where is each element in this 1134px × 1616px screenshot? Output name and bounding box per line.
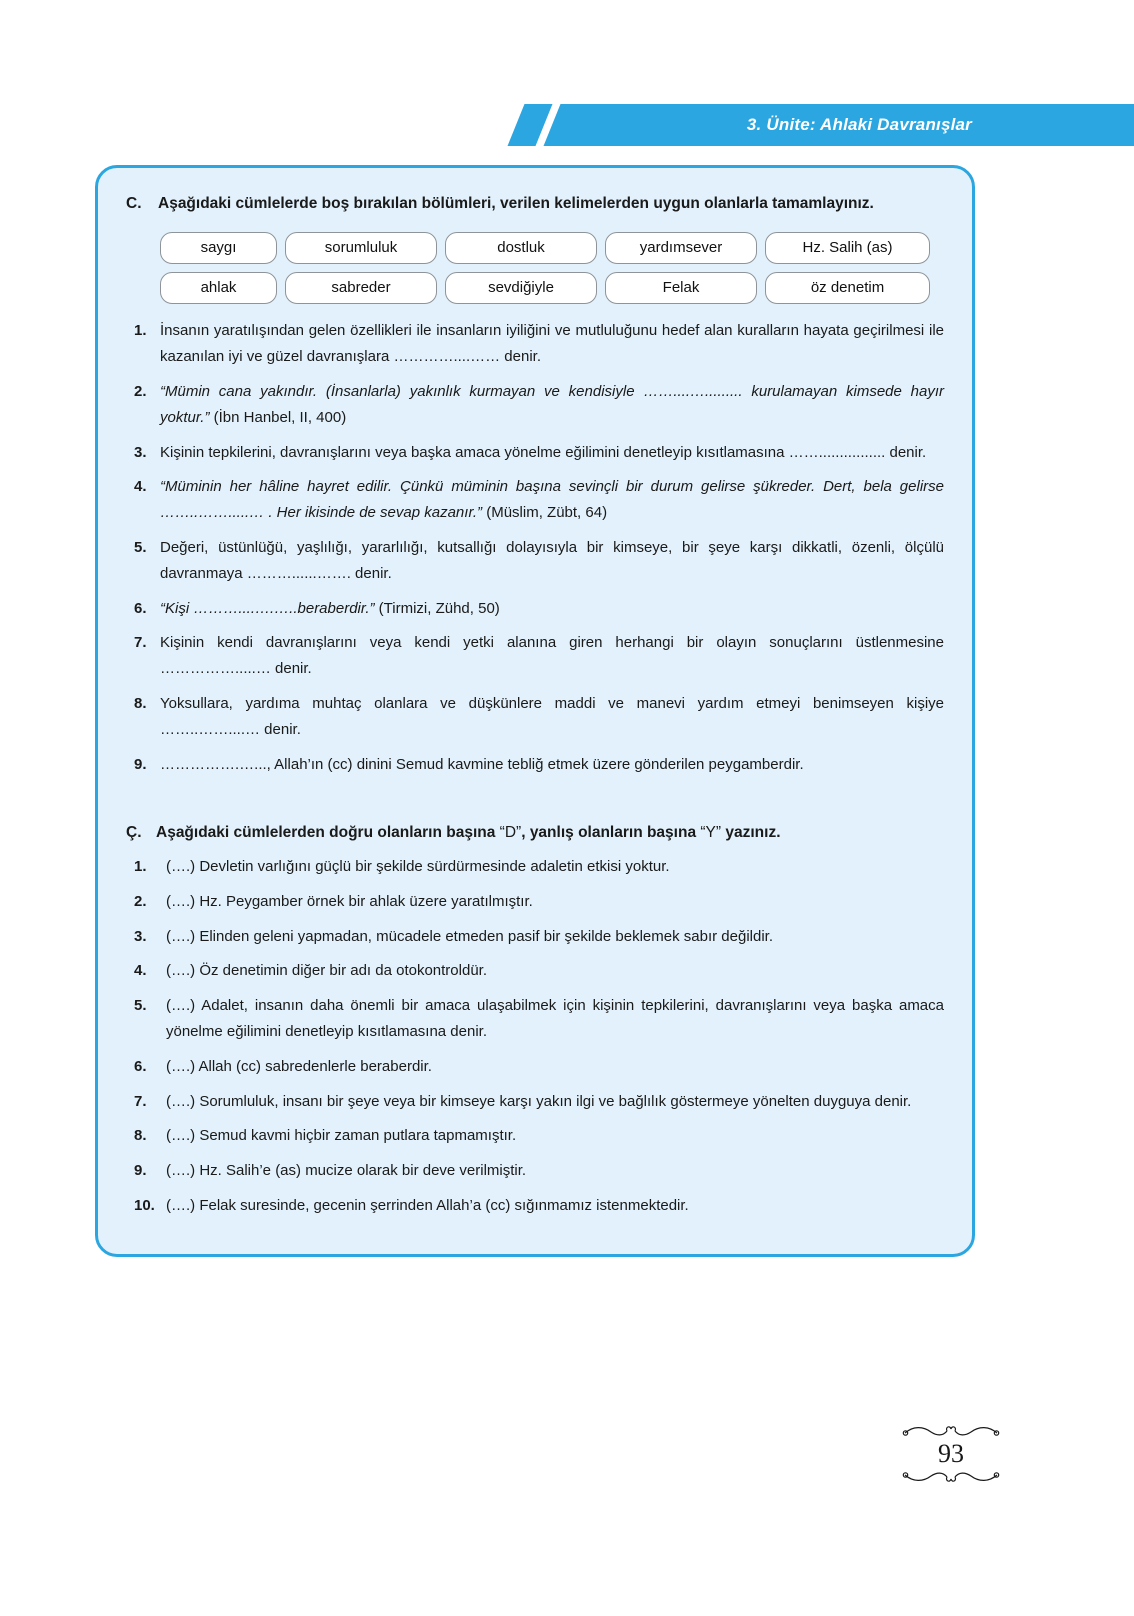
question-text: Kişinin tepkilerini, davranışlarını veya başka amaca yönelme eğilimini denetleyip kısıtlamasına ……................ denir. [160, 443, 927, 461]
question-text: İnsanın yaratılışından gelen özellikleri ile insanların iyiliğini ve mutluluğunu hedef alan kuralların hayata geçirilmesi ile kazanılan iyi ve güzel davranışlara …………....…… denir. [160, 322, 944, 366]
question-number: 4. [134, 962, 147, 980]
tf-item [126, 1089, 944, 1115]
question-text [160, 474, 944, 526]
question-number: 7. [134, 1092, 147, 1110]
section-c2-letter: Ç. [126, 824, 142, 842]
question-item [126, 630, 944, 682]
unit-title: 3. Ünite: Ahlaki Davranışlar [746, 115, 972, 134]
question-number: 8. [134, 695, 147, 713]
question-number: 4. [134, 478, 147, 496]
quote-text: “Müminin her hâline hayret edilir. Çünkü müminin başına sevinçli bir durum gelirse şükreder. Dert, bela gelirse ……..…….....… . Her ikisinde de sevap kazanır.” [160, 478, 944, 522]
tf-item [126, 889, 944, 915]
question-text[interactable]: (….) Felak suresinde, gecenin şerrinden Allah’a (cc) sığınmamız istenmektedir. [166, 1196, 689, 1214]
quote-source: (İbn Hanbel, II, 400) [213, 408, 347, 426]
section-c2-question-list [126, 854, 944, 1219]
tf-item [126, 993, 944, 1045]
question-item [126, 474, 944, 526]
word-chip[interactable]: sorumluluk [285, 232, 437, 264]
question-item [126, 318, 944, 370]
ornament-top-icon [901, 1424, 1001, 1440]
question-text[interactable]: (….) Adalet, insanın daha önemli bir amaca ulaşabilmek için kişinin tepkilerini, davranışlarını veya başka amaca yönelme eğilimini denetleyip kısıtlamasına denir. [166, 997, 944, 1040]
question-text[interactable]: (….) Hz. Peygamber örnek bir ahlak üzere yaratılmıştır. [166, 892, 533, 910]
question-text [160, 596, 944, 622]
word-chip[interactable]: ahlak [160, 272, 277, 304]
word-bank [160, 232, 944, 304]
question-text: Değeri, üstünlüğü, yaşlılığı, yararlılığı, kutsallığı dolayısıyla bir kimseye, bir şeye karşı dikkatli, özenli, ölçülü davranmaya ………......……. denir. [160, 539, 944, 582]
section-c-heading-text: Aşağıdaki cümlelerde boş bırakılan bölümleri, verilen kelimelerden uygun olanlarla tamamlayınız. [158, 195, 874, 212]
question-number: 8. [134, 1127, 147, 1145]
section-c-heading [126, 192, 944, 216]
question-item [126, 596, 944, 622]
quote-source: (Tirmizi, Zühd, 50) [378, 599, 500, 617]
question-number: 6. [134, 1057, 147, 1075]
tf-item [126, 1158, 944, 1184]
question-text: …………….…..., Allah’ın (cc) dinini Semud kavmine tebliğ etmek üzere gönderilen peygamberdir. [160, 755, 804, 773]
question-number: 7. [134, 634, 147, 652]
heading-part-1: Aşağıdaki cümlelerden doğru olanların başına [156, 824, 500, 842]
question-text[interactable]: (….) Elinden geleni yapmadan, mücadele etmeden pasif bir şekilde beklemek sabır değildir. [166, 927, 773, 945]
question-number: 5. [134, 997, 147, 1015]
tf-item [126, 1054, 944, 1080]
question-item [126, 691, 944, 743]
quote-source: (Müslim, Zübt, 64) [486, 504, 608, 522]
question-text [160, 379, 944, 431]
question-item [126, 379, 944, 431]
ornament-bottom-icon [901, 1468, 1001, 1484]
word-chip[interactable]: sabreder [285, 272, 437, 304]
question-number: 9. [134, 755, 147, 773]
question-item [126, 752, 944, 778]
quote-text: “Mümin cana yakındır. (İnsanlarla) yakınlık kurmayan ve kendisiyle ……....…......... kurulamayan kimsede hayır yoktur.” [160, 383, 944, 426]
page-number: 93 [938, 1439, 964, 1468]
question-text: Kişinin kendi davranışlarını veya kendi yetki alanına giren herhangi bir olayın sonuçlarını üstlenmesine …………….....… denir. [160, 634, 944, 678]
tf-item [126, 958, 944, 984]
question-item [126, 440, 944, 466]
question-number: 10. [134, 1196, 155, 1214]
word-chip[interactable]: öz denetim [765, 272, 930, 304]
tf-item [126, 1193, 944, 1219]
question-text[interactable]: (….) Öz denetimin diğer bir adı da otokontroldür. [166, 962, 487, 980]
question-number: 3. [134, 927, 147, 945]
section-c-letter: C. [126, 195, 142, 212]
heading-part-3: yazınız. [721, 824, 781, 842]
question-text[interactable]: (….) Sorumluluk, insanı bir şeye veya bir kimseye karşı yakın ilgi ve bağlılık göstermeye yönelten duyguya denir. [166, 1092, 912, 1110]
question-text[interactable]: (….) Devletin varlığını güçlü bir şekilde sürdürmesinde adaletin etkisi yoktur. [166, 857, 670, 875]
question-item [126, 535, 944, 587]
word-chip[interactable]: Felak [605, 272, 757, 304]
question-text: Yoksullara, yardıma muhtaç olanlara ve düşkünlere maddi ve manevi yardım etmeyi benimseyen kişiye ……..……....… denir. [160, 695, 944, 738]
word-chip[interactable]: saygı [160, 232, 277, 264]
section-c2-heading [126, 821, 944, 845]
banner-tail-shape [978, 104, 1134, 146]
word-chip[interactable]: sevdiğiyle [445, 272, 597, 304]
exercise-card [95, 165, 975, 1257]
question-number: 5. [134, 539, 147, 557]
tf-item [126, 854, 944, 880]
question-number: 3. [134, 443, 147, 461]
heading-quote-d: “D” [499, 824, 522, 842]
quote-text: “Kişi ………....….…..beraberdir.” [160, 599, 375, 617]
question-text[interactable]: (….) Hz. Salih’e (as) mucize olarak bir deve verilmiştir. [166, 1162, 527, 1180]
question-number: 1. [134, 857, 147, 875]
page-footer [895, 1424, 1007, 1484]
section-c2-heading-text [156, 821, 944, 845]
question-number: 2. [134, 892, 147, 910]
word-chip[interactable]: yardımsever [605, 232, 757, 264]
question-text[interactable]: (….) Semud kavmi hiçbir zaman putlara tapmamıştır. [166, 1127, 517, 1145]
question-number: 9. [134, 1162, 147, 1180]
word-chip[interactable]: dostluk [445, 232, 597, 264]
unit-header-banner [0, 104, 1134, 146]
word-bank-row-1 [160, 232, 944, 264]
heading-quote-y: “Y” [700, 824, 722, 842]
section-c-question-list [126, 318, 944, 777]
word-chip[interactable]: Hz. Salih (as) [765, 232, 930, 264]
question-number: 2. [134, 383, 147, 401]
question-number: 6. [134, 599, 147, 617]
word-bank-row-2 [160, 272, 944, 304]
tf-item [126, 1123, 944, 1149]
tf-item [126, 924, 944, 950]
question-number: 1. [134, 322, 147, 340]
heading-part-2: , yanlış olanların başına [521, 824, 701, 842]
question-text[interactable]: (….) Allah (cc) sabredenlerle beraberdir. [166, 1057, 432, 1075]
